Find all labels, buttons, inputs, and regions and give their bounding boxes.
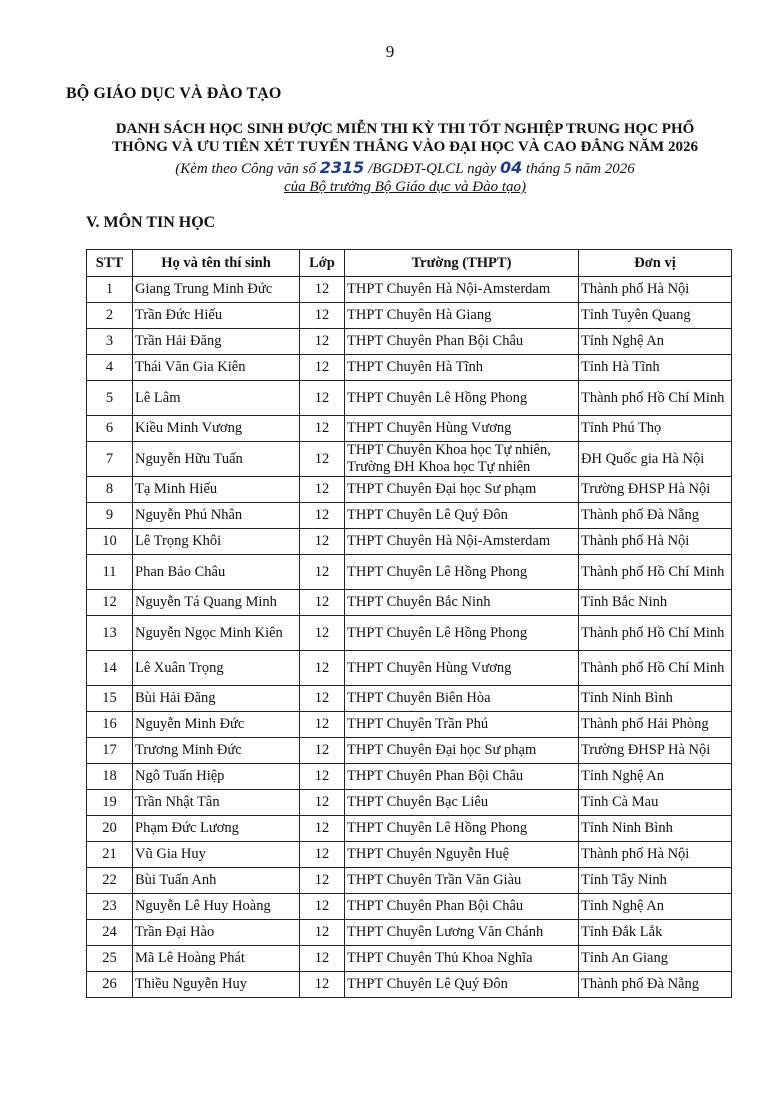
- row-unit: Thành phố Hồ Chí Minh: [579, 651, 732, 686]
- table-row: [87, 920, 732, 946]
- student-table: [86, 249, 732, 998]
- row-grade: 12: [300, 738, 345, 764]
- table-row: [87, 303, 732, 329]
- row-unit: Tỉnh Đắk Lắk: [579, 920, 732, 946]
- row-school: THPT Chuyên Lê Hồng Phong: [345, 555, 579, 590]
- row-school: THPT Chuyên Phan Bội Châu: [345, 329, 579, 355]
- row-school: THPT Chuyên Hà Giang: [345, 303, 579, 329]
- row-school: THPT Chuyên Thủ Khoa Nghĩa: [345, 946, 579, 972]
- row-grade: 12: [300, 477, 345, 503]
- row-grade: 12: [300, 972, 345, 998]
- row-name: Lê Lâm: [133, 381, 300, 416]
- row-school: THPT Chuyên Phan Bội Châu: [345, 764, 579, 790]
- row-name: Lê Xuân Trọng: [133, 651, 300, 686]
- table-row: [87, 868, 732, 894]
- reference-prefix: (Kèm theo Công văn số: [175, 161, 317, 177]
- row-name: Nguyễn Phú Nhân: [133, 503, 300, 529]
- row-grade: 12: [300, 816, 345, 842]
- row-grade: 12: [300, 764, 345, 790]
- heading-line-2: THÔNG VÀ ƯU TIÊN XÉT TUYỂN THẲNG VÀO ĐẠI HỌC VÀ CAO ĐẲNG NĂM 2026: [112, 139, 698, 155]
- row-unit: Tỉnh Ninh Bình: [579, 686, 732, 712]
- row-stt: 8: [87, 477, 133, 503]
- row-grade: 12: [300, 277, 345, 303]
- row-unit: Tỉnh Nghệ An: [579, 894, 732, 920]
- row-name: Trần Hải Đăng: [133, 329, 300, 355]
- row-unit: Thành phố Hà Nội: [579, 529, 732, 555]
- row-unit: Tỉnh Ninh Bình: [579, 816, 732, 842]
- row-school: THPT Chuyên Khoa học Tự nhiên, Trường ĐH Khoa học Tự nhiên: [345, 442, 579, 477]
- table-row: [87, 790, 732, 816]
- row-unit: Trường ĐHSP Hà Nội: [579, 477, 732, 503]
- row-name: Nguyễn Minh Đức: [133, 712, 300, 738]
- table-row: [87, 972, 732, 998]
- row-stt: 11: [87, 555, 133, 590]
- row-unit: Thành phố Hà Nội: [579, 277, 732, 303]
- row-name: Phan Bảo Châu: [133, 555, 300, 590]
- heading-line-1: DANH SÁCH HỌC SINH ĐƯỢC MIỄN THI KỲ THI TỐT NGHIỆP TRUNG HỌC PHỔ: [115, 121, 695, 137]
- row-stt: 20: [87, 816, 133, 842]
- row-school: THPT Chuyên Biên Hòa: [345, 686, 579, 712]
- table-row: [87, 738, 732, 764]
- row-name: Trương Minh Đức: [133, 738, 300, 764]
- table-row: [87, 503, 732, 529]
- row-unit: Tỉnh Bắc Ninh: [579, 590, 732, 616]
- row-stt: 17: [87, 738, 133, 764]
- row-stt: 7: [87, 442, 133, 477]
- row-stt: 21: [87, 842, 133, 868]
- row-unit: Tỉnh Nghệ An: [579, 329, 732, 355]
- reference-middle: /BGDĐT-QLCL ngày: [368, 161, 497, 177]
- row-unit: Thành phố Hồ Chí Minh: [579, 616, 732, 651]
- row-grade: 12: [300, 651, 345, 686]
- row-name: Trần Đại Hào: [133, 920, 300, 946]
- row-unit: Trường ĐHSP Hà Nội: [579, 738, 732, 764]
- section-title: V. MÔN TIN HỌC: [86, 214, 216, 231]
- row-name: Bùi Tuấn Anh: [133, 868, 300, 894]
- row-unit: ĐH Quốc gia Hà Nội: [579, 442, 732, 477]
- table-row: [87, 381, 732, 416]
- row-grade: 12: [300, 381, 345, 416]
- row-unit: Thành phố Hải Phòng: [579, 712, 732, 738]
- row-stt: 9: [87, 503, 133, 529]
- table-row: [87, 616, 732, 651]
- row-grade: 12: [300, 503, 345, 529]
- row-name: Thiều Nguyễn Huy: [133, 972, 300, 998]
- row-school: THPT Chuyên Phan Bội Châu: [345, 894, 579, 920]
- row-stt: 4: [87, 355, 133, 381]
- table-row: [87, 442, 732, 477]
- row-unit: Thành phố Hồ Chí Minh: [579, 381, 732, 416]
- row-stt: 23: [87, 894, 133, 920]
- row-unit: Thành phố Đà Nẵng: [579, 972, 732, 998]
- table-header-row: [87, 250, 732, 277]
- row-stt: 1: [87, 277, 133, 303]
- row-school: THPT Chuyên Lê Hồng Phong: [345, 381, 579, 416]
- table-row: [87, 686, 732, 712]
- row-stt: 12: [87, 590, 133, 616]
- row-grade: 12: [300, 920, 345, 946]
- row-school: THPT Chuyên Hùng Vương: [345, 651, 579, 686]
- row-name: Bùi Hải Đăng: [133, 686, 300, 712]
- row-grade: 12: [300, 303, 345, 329]
- row-grade: 12: [300, 712, 345, 738]
- row-grade: 12: [300, 790, 345, 816]
- row-school: THPT Chuyên Đại học Sư phạm: [345, 477, 579, 503]
- row-unit: Thành phố Hà Nội: [579, 842, 732, 868]
- row-unit: Tỉnh An Giang: [579, 946, 732, 972]
- row-stt: 10: [87, 529, 133, 555]
- row-school: THPT Chuyên Bắc Ninh: [345, 590, 579, 616]
- table-body: [87, 277, 732, 998]
- row-name: Lê Trọng Khôi: [133, 529, 300, 555]
- header-unit: Đơn vị: [579, 250, 732, 277]
- reference-suffix: tháng 5 năm 2026: [526, 161, 635, 177]
- ministry-name: BỘ GIÁO DỤC VÀ ĐÀO TẠO: [66, 85, 282, 102]
- row-grade: 12: [300, 894, 345, 920]
- row-stt: 13: [87, 616, 133, 651]
- row-name: Kiều Minh Vương: [133, 416, 300, 442]
- table-row: [87, 555, 732, 590]
- row-grade: 12: [300, 355, 345, 381]
- row-grade: 12: [300, 868, 345, 894]
- row-stt: 3: [87, 329, 133, 355]
- row-stt: 6: [87, 416, 133, 442]
- row-grade: 12: [300, 329, 345, 355]
- table-row: [87, 946, 732, 972]
- row-name: Nguyễn Tá Quang Minh: [133, 590, 300, 616]
- row-school: THPT Chuyên Lê Quý Đôn: [345, 503, 579, 529]
- row-grade: 12: [300, 590, 345, 616]
- table-row: [87, 651, 732, 686]
- row-school: THPT Chuyên Lê Hồng Phong: [345, 816, 579, 842]
- table-row: [87, 764, 732, 790]
- row-unit: Thành phố Hồ Chí Minh: [579, 555, 732, 590]
- row-name: Vũ Gia Huy: [133, 842, 300, 868]
- table-row: [87, 712, 732, 738]
- row-stt: 2: [87, 303, 133, 329]
- row-name: Trần Nhật Tân: [133, 790, 300, 816]
- row-school: THPT Chuyên Hà Nội-Amsterdam: [345, 529, 579, 555]
- row-school: THPT Chuyên Trần Văn Giàu: [345, 868, 579, 894]
- header-school: Trường (THPT): [345, 250, 579, 277]
- row-stt: 24: [87, 920, 133, 946]
- reference-issuer: của Bộ trưởng Bộ Giáo dục và Đào tạo): [284, 179, 526, 195]
- row-unit: Tỉnh Nghệ An: [579, 764, 732, 790]
- row-school: THPT Chuyên Lương Văn Chánh: [345, 920, 579, 946]
- row-grade: 12: [300, 686, 345, 712]
- row-school: THPT Chuyên Trần Phú: [345, 712, 579, 738]
- table-row: [87, 842, 732, 868]
- table-row: [87, 816, 732, 842]
- table-row: [87, 477, 732, 503]
- row-stt: 5: [87, 381, 133, 416]
- row-name: Nguyễn Lê Huy Hoàng: [133, 894, 300, 920]
- row-stt: 22: [87, 868, 133, 894]
- table-row: [87, 355, 732, 381]
- row-grade: 12: [300, 616, 345, 651]
- row-stt: 16: [87, 712, 133, 738]
- row-stt: 14: [87, 651, 133, 686]
- row-grade: 12: [300, 529, 345, 555]
- row-unit: Tỉnh Cà Mau: [579, 790, 732, 816]
- row-school: THPT Chuyên Hà Tĩnh: [345, 355, 579, 381]
- row-name: Tạ Minh Hiếu: [133, 477, 300, 503]
- row-grade: 12: [300, 442, 345, 477]
- row-unit: Tỉnh Tuyên Quang: [579, 303, 732, 329]
- header-grade: Lớp: [300, 250, 345, 277]
- row-unit: Thành phố Đà Nẵng: [579, 503, 732, 529]
- table-row: [87, 329, 732, 355]
- header-name: Họ và tên thí sinh: [133, 250, 300, 277]
- row-unit: Tỉnh Phú Thọ: [579, 416, 732, 442]
- row-name: Nguyễn Hữu Tuấn: [133, 442, 300, 477]
- row-school: THPT Chuyên Bạc Liêu: [345, 790, 579, 816]
- row-stt: 18: [87, 764, 133, 790]
- row-school: THPT Chuyên Nguyễn Huệ: [345, 842, 579, 868]
- row-stt: 15: [87, 686, 133, 712]
- row-grade: 12: [300, 555, 345, 590]
- row-unit: Tỉnh Tây Ninh: [579, 868, 732, 894]
- row-name: Mã Lê Hoàng Phát: [133, 946, 300, 972]
- row-name: Thái Văn Gia Kiên: [133, 355, 300, 381]
- row-school: THPT Chuyên Hùng Vương: [345, 416, 579, 442]
- row-grade: 12: [300, 416, 345, 442]
- handwritten-doc-number: 2315: [319, 158, 365, 177]
- document-heading: [70, 120, 740, 156]
- row-name: Ngô Tuấn Hiệp: [133, 764, 300, 790]
- row-name: Phạm Đức Lương: [133, 816, 300, 842]
- row-name: Trần Đức Hiếu: [133, 303, 300, 329]
- row-stt: 19: [87, 790, 133, 816]
- page-number: 9: [385, 42, 395, 61]
- handwritten-day: 04: [500, 158, 523, 177]
- row-stt: 26: [87, 972, 133, 998]
- row-name: Giang Trung Minh Đức: [133, 277, 300, 303]
- table-row: [87, 416, 732, 442]
- row-grade: 12: [300, 946, 345, 972]
- table-row: [87, 529, 732, 555]
- table-row: [87, 277, 732, 303]
- row-school: THPT Chuyên Lê Quý Đôn: [345, 972, 579, 998]
- reference-line: [70, 159, 740, 178]
- row-school: THPT Chuyên Đại học Sư phạm: [345, 738, 579, 764]
- row-school: THPT Chuyên Hà Nội-Amsterdam: [345, 277, 579, 303]
- row-name: Nguyễn Ngọc Minh Kiên: [133, 616, 300, 651]
- row-grade: 12: [300, 842, 345, 868]
- row-school: THPT Chuyên Lê Hồng Phong: [345, 616, 579, 651]
- header-stt: STT: [87, 250, 133, 277]
- table-row: [87, 894, 732, 920]
- row-stt: 25: [87, 946, 133, 972]
- table-row: [87, 590, 732, 616]
- row-unit: Tỉnh Hà Tĩnh: [579, 355, 732, 381]
